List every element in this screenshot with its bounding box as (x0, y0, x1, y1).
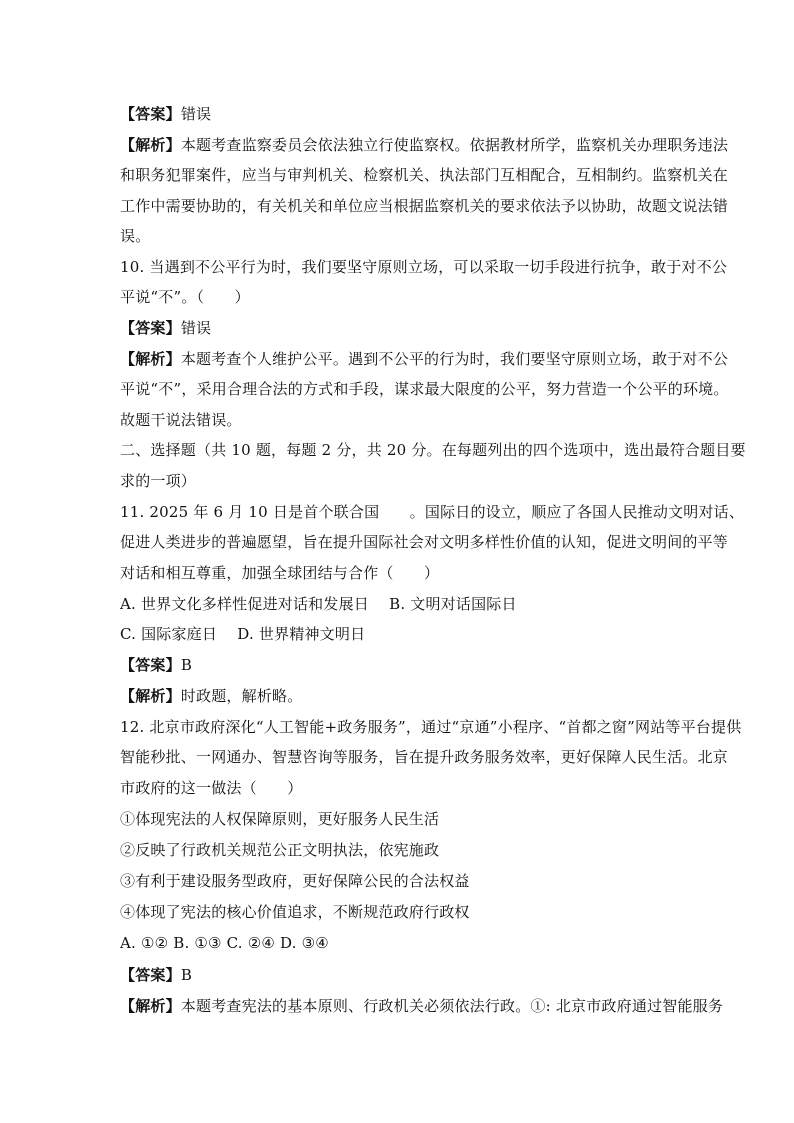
question-line: 市政府的这一做法（ ） (120, 779, 303, 797)
statement-line: ①体现宪法的人权保障原则，更好服务人民生活 (120, 810, 440, 828)
answer-tag: 【答案】 (120, 319, 181, 337)
statement-line: ④体现了宪法的核心价值追求，不断规范政府行政权 (120, 903, 470, 921)
answer-line (120, 655, 680, 675)
analysis-line (120, 135, 729, 155)
analysis-line (120, 996, 724, 1016)
text-line: 平说“不”，采用合理合法的方式和手段，谋求最大限度的公平，努力营造一个公平的环境。 (120, 380, 729, 398)
answer-tag: 【答案】 (120, 966, 181, 984)
statement-line: ③有利于建设服务型政府，更好保障公民的合法权益 (120, 872, 470, 890)
text-line: 误。 (120, 227, 151, 245)
question-line: 促进人类进步的普遍愿望，旨在提升国际社会对文明多样性价值的认知，促进文明间的平等 (120, 533, 729, 551)
answer-tag: 【答案】 (120, 656, 181, 674)
answer-text: 错误 (180, 319, 212, 337)
text-line: 工作中需要协助的，有关机关和单位应当根据监察机关的要求依法予以协助，故题文说法错 (120, 197, 729, 215)
answer-tag: 【答案】 (120, 105, 181, 123)
section-heading: 二、选择题（共 10 题，每题 2 分，共 20 分。在每题列出的四个选项中，选出最符合题目要 (120, 441, 746, 459)
analysis-line (120, 349, 729, 369)
option-line: C. 国际家庭日 D. 世界精神文明日 (120, 625, 366, 643)
question-line: 智能秒批、一网通办、智慧咨询等服务，旨在提升政务服务效率，更好保障人民生活。北京 (120, 748, 729, 766)
analysis-tag: 【解析】 (120, 997, 181, 1015)
analysis-tag: 【解析】 (120, 350, 181, 368)
text-line: 故题干说法错误。 (120, 411, 242, 429)
answer-line (120, 318, 680, 338)
answer-text: B (180, 966, 193, 984)
statement-line: ②反映了行政机关规范公正文明执法，依宪施政 (120, 841, 440, 859)
question-line: 10. 当遇到不公平行为时，我们要坚守原则立场，可以采取一切手段进行抗争，敢于对不公 (120, 258, 728, 276)
option-line: A. ①② B. ①③ C. ②④ D. ③④ (120, 934, 329, 952)
analysis-text: 本题考查个人维护公平。遇到不公平的行为时，我们要坚守原则立场，敢于对不公 (180, 350, 729, 368)
answer-line (120, 965, 680, 985)
option-line: A. 世界文化多样性促进对话和发展日 B. 文明对话国际日 (120, 595, 517, 613)
analysis-text: 本题考查监察委员会依法独立行使监察权。依据教材所学，监察机关办理职务违法 (180, 136, 729, 154)
analysis-line (120, 686, 680, 706)
answer-text: 错误 (180, 105, 212, 123)
analysis-tag: 【解析】 (120, 136, 181, 154)
analysis-text: 时政题，解析略。 (180, 687, 303, 705)
analysis-tag: 【解析】 (120, 687, 181, 705)
text-line: 和职务犯罪案件，应当与审判机关、检察机关、执法部门互相配合，互相制约。监察机关在 (120, 166, 729, 184)
analysis-text: 本题考查宪法的基本原则、行政机关必须依法行政。①: 北京市政府通过智能服务 (180, 997, 724, 1015)
section-heading: 求的一项） (120, 472, 197, 490)
question-line: 12. 北京市政府深化“人工智能+政务服务”，通过“京通”小程序、“首都之窗”网站等平台提供 (120, 718, 742, 736)
question-line: 对话和相互尊重，加强全球团结与合作（ ） (120, 564, 440, 582)
question-line: 平说“不”。（ ） (120, 288, 250, 306)
answer-text: B (180, 656, 193, 674)
answer-line (120, 104, 680, 124)
question-line: 11. 2025 年 6 月 10 日是首个联合国 。国际日的设立，顺应了各国人民推动文明对话、 (120, 503, 745, 521)
